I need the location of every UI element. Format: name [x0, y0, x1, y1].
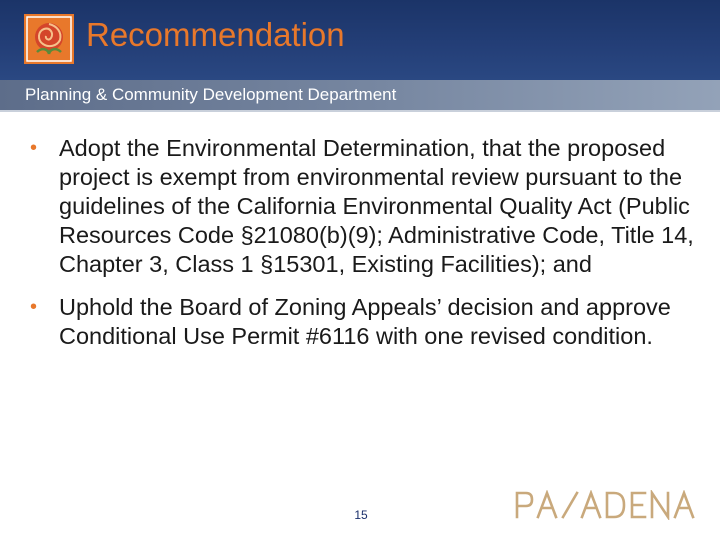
list-item — [30, 293, 700, 351]
list-item — [30, 134, 700, 279]
rose-logo-icon — [24, 14, 74, 64]
bullet-marker: • — [30, 137, 38, 159]
page-number: 15 — [354, 508, 368, 522]
header-divider — [0, 110, 720, 112]
page-title: Recommendation — [86, 16, 345, 53]
pasadena-wordmark-logo — [514, 490, 704, 520]
title-bar — [0, 0, 720, 80]
bullet-list — [30, 134, 700, 365]
bullet-marker: • — [30, 296, 38, 318]
bullet-text: Adopt the Environmental Determination, that the proposed project is exempt from environmental review pursuant to the guidelines of the California Environmental Quality Act (Public Resources Code §21080(b)(9); Administrative Code, Title 14, Chapter 3, Class 1 §15301, Existing Facilities); and — [59, 135, 694, 277]
bullet-text: Uphold the Board of Zoning Appeals’ decision and approve Conditional Use Permit #6116 with one revised condition. — [59, 294, 671, 349]
department-subtitle: Planning & Community Development Department — [25, 85, 397, 104]
subtitle-bar — [0, 80, 720, 110]
